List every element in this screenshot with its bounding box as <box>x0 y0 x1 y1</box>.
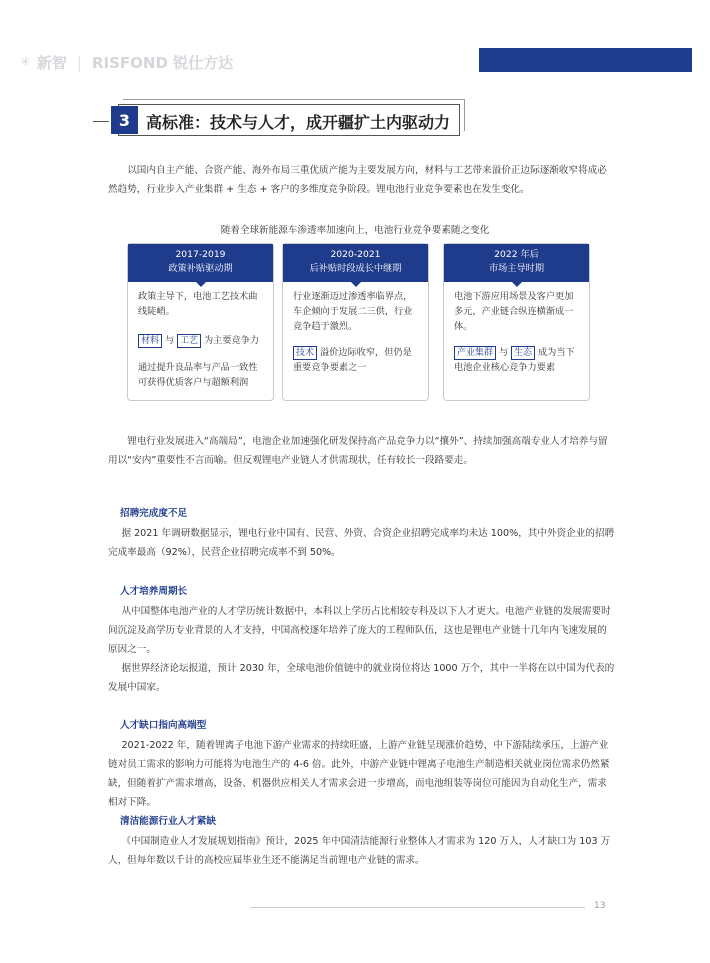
header-logos <box>20 52 233 73</box>
down-arrow-icon <box>196 282 206 287</box>
xinzhi-logo-icon: ✳ <box>20 55 31 70</box>
phase-card-header <box>444 244 589 282</box>
down-arrow-icon <box>351 282 361 287</box>
header-accent-bar <box>479 48 692 72</box>
page-number: 13 <box>594 901 606 911</box>
intro-paragraph: 以国内自主产能、合资产能、海外布局三重优质产能为主要发展方向，材料与工艺带来溢价正边际逐渐收窄将成必然趋势，行业步入产业集群 + 生态 + 客户的多维度竞争阶段。锂电池行业竞争要素也在发生变化。 <box>108 165 607 195</box>
subsection-heading: 人才缺口指向高端型 <box>120 720 207 731</box>
phase-competitiveness <box>293 345 420 375</box>
body-paragraph: 2021-2022 年，随着锂离子电池下游产业需求的持续旺盛，上游产业链呈现涨价趋势，中下游陆续承压，上游产业链对员工需求的影响力可能将为电池生产的 4-6 倍。此外，中游产业链中锂离子电池生产制造相关就业岗位需求仍然紧缺，但随着扩产需求增高，设备、机器供应相关人才需求会进一步增高，而电池组装等岗位可能因为自动化生产，需求相对下降。 <box>108 740 610 808</box>
phase-card-3 <box>443 243 590 401</box>
competitiveness-text: 为主要竞争力 <box>203 335 260 346</box>
phase-name: 后补贴时段成长中继期 <box>309 263 402 274</box>
conjunction: 与 <box>498 347 509 358</box>
phase-note: 通过提升良品率与产品一致性可获得优质客户与超额利润 <box>138 362 258 388</box>
logo-divider: | <box>76 53 82 72</box>
diagram-caption: 随着全球新能源车渗透率加速向上，电池行业竞争要素随之变化 <box>220 225 490 236</box>
down-arrow-icon <box>512 282 522 287</box>
phase-name: 市场主导时期 <box>488 263 545 274</box>
keyword-tag: 技术 <box>293 346 317 360</box>
phase-competitiveness <box>454 345 581 375</box>
phase-period: 2017-2019 <box>175 249 226 260</box>
keyword-tag: 生态 <box>511 346 535 360</box>
conjunction: 与 <box>164 335 175 346</box>
subsection-heading: 清洁能源行业人才紧缺 <box>120 816 216 827</box>
phase-desc: 政策主导下，电池工艺技术曲线陡峭。 <box>138 291 258 317</box>
body-paragraph: 锂电行业发展进入“高端局”，电池企业加速强化研发保持高产品竞争力以“攘外”、持续加强高端专业人才培养与留用以“安内”重要性不言而喻。但反观锂电产业链人才供需现状，任有较长一段路要走。 <box>108 436 608 466</box>
section-title: 高标准：技术与人才，成开疆扩土内驱动力 <box>146 113 451 132</box>
competitiveness-text: 溢价边际收窄，但仍是重要竞争要素之一 <box>293 347 412 373</box>
competitiveness-text: 成为当下电池企业核心竞争力要素 <box>454 347 575 373</box>
footer-rule <box>250 907 585 908</box>
risfond-logo: RISFOND 锐仕方达 <box>91 54 234 72</box>
body-paragraph: 据 2021 年调研数据显示，锂电行业中国有、民营、外资、合资企业招聘完成率均未达 100%，其中外资企业的招聘完成率最高（92%），民营企业招聘完成率不到 50%。 <box>108 528 615 558</box>
phase-period: 2022 年后 <box>494 249 539 260</box>
body-paragraph: 据世界经济论坛报道，预计 2030 年，全球电池价值链中的就业岗位将达 1000 万个，其中一半将在以中国为代表的发展中国家。 <box>108 663 615 693</box>
body-paragraph: 从中国整体电池产业的人才学历统计数据中，本科以上学历占比相较专科及以下人才更大。电池产业链的发展需要时间沉淀及高学历专业背景的人才支持，中国高校逐年培养了庞大的工程师队伍，这也是锂电产业链十几年内飞速发展的原因之一。 <box>108 606 611 655</box>
phase-competitiveness <box>138 333 265 348</box>
section-number: 3 <box>111 106 138 134</box>
phase-desc: 电池下游应用场景及客户更加多元，产业链合纵连横渐成一体。 <box>454 291 574 332</box>
phase-card-header <box>128 244 273 282</box>
section-lead-line <box>93 121 109 122</box>
phase-card-header <box>283 244 428 282</box>
keyword-tag: 产业集群 <box>454 346 496 360</box>
xinzhi-logo: 新智 <box>36 54 67 72</box>
phase-desc: 行业逐渐迈过渗透率临界点，车企倾向于发展二三供，行业竞争趋于激烈。 <box>293 291 413 332</box>
phase-period: 2020-2021 <box>330 249 381 260</box>
keyword-tag: 材料 <box>138 334 162 348</box>
keyword-tag: 工艺 <box>177 334 201 348</box>
phase-card-1 <box>127 243 274 401</box>
phase-card-2 <box>282 243 429 401</box>
subsection-heading: 招聘完成度不足 <box>120 508 188 519</box>
phase-name: 政策补贴驱动期 <box>168 263 233 274</box>
subsection-heading: 人才培养周期长 <box>120 586 188 597</box>
body-paragraph: 《中国制造业人才发展规划指南》预计，2025 年中国清洁能源行业整体人才需求为 120 万人，人才缺口为 103 万人，但每年数以千计的高校应届毕业生还不能满足当前锂电产业链的需求。 <box>108 836 611 866</box>
